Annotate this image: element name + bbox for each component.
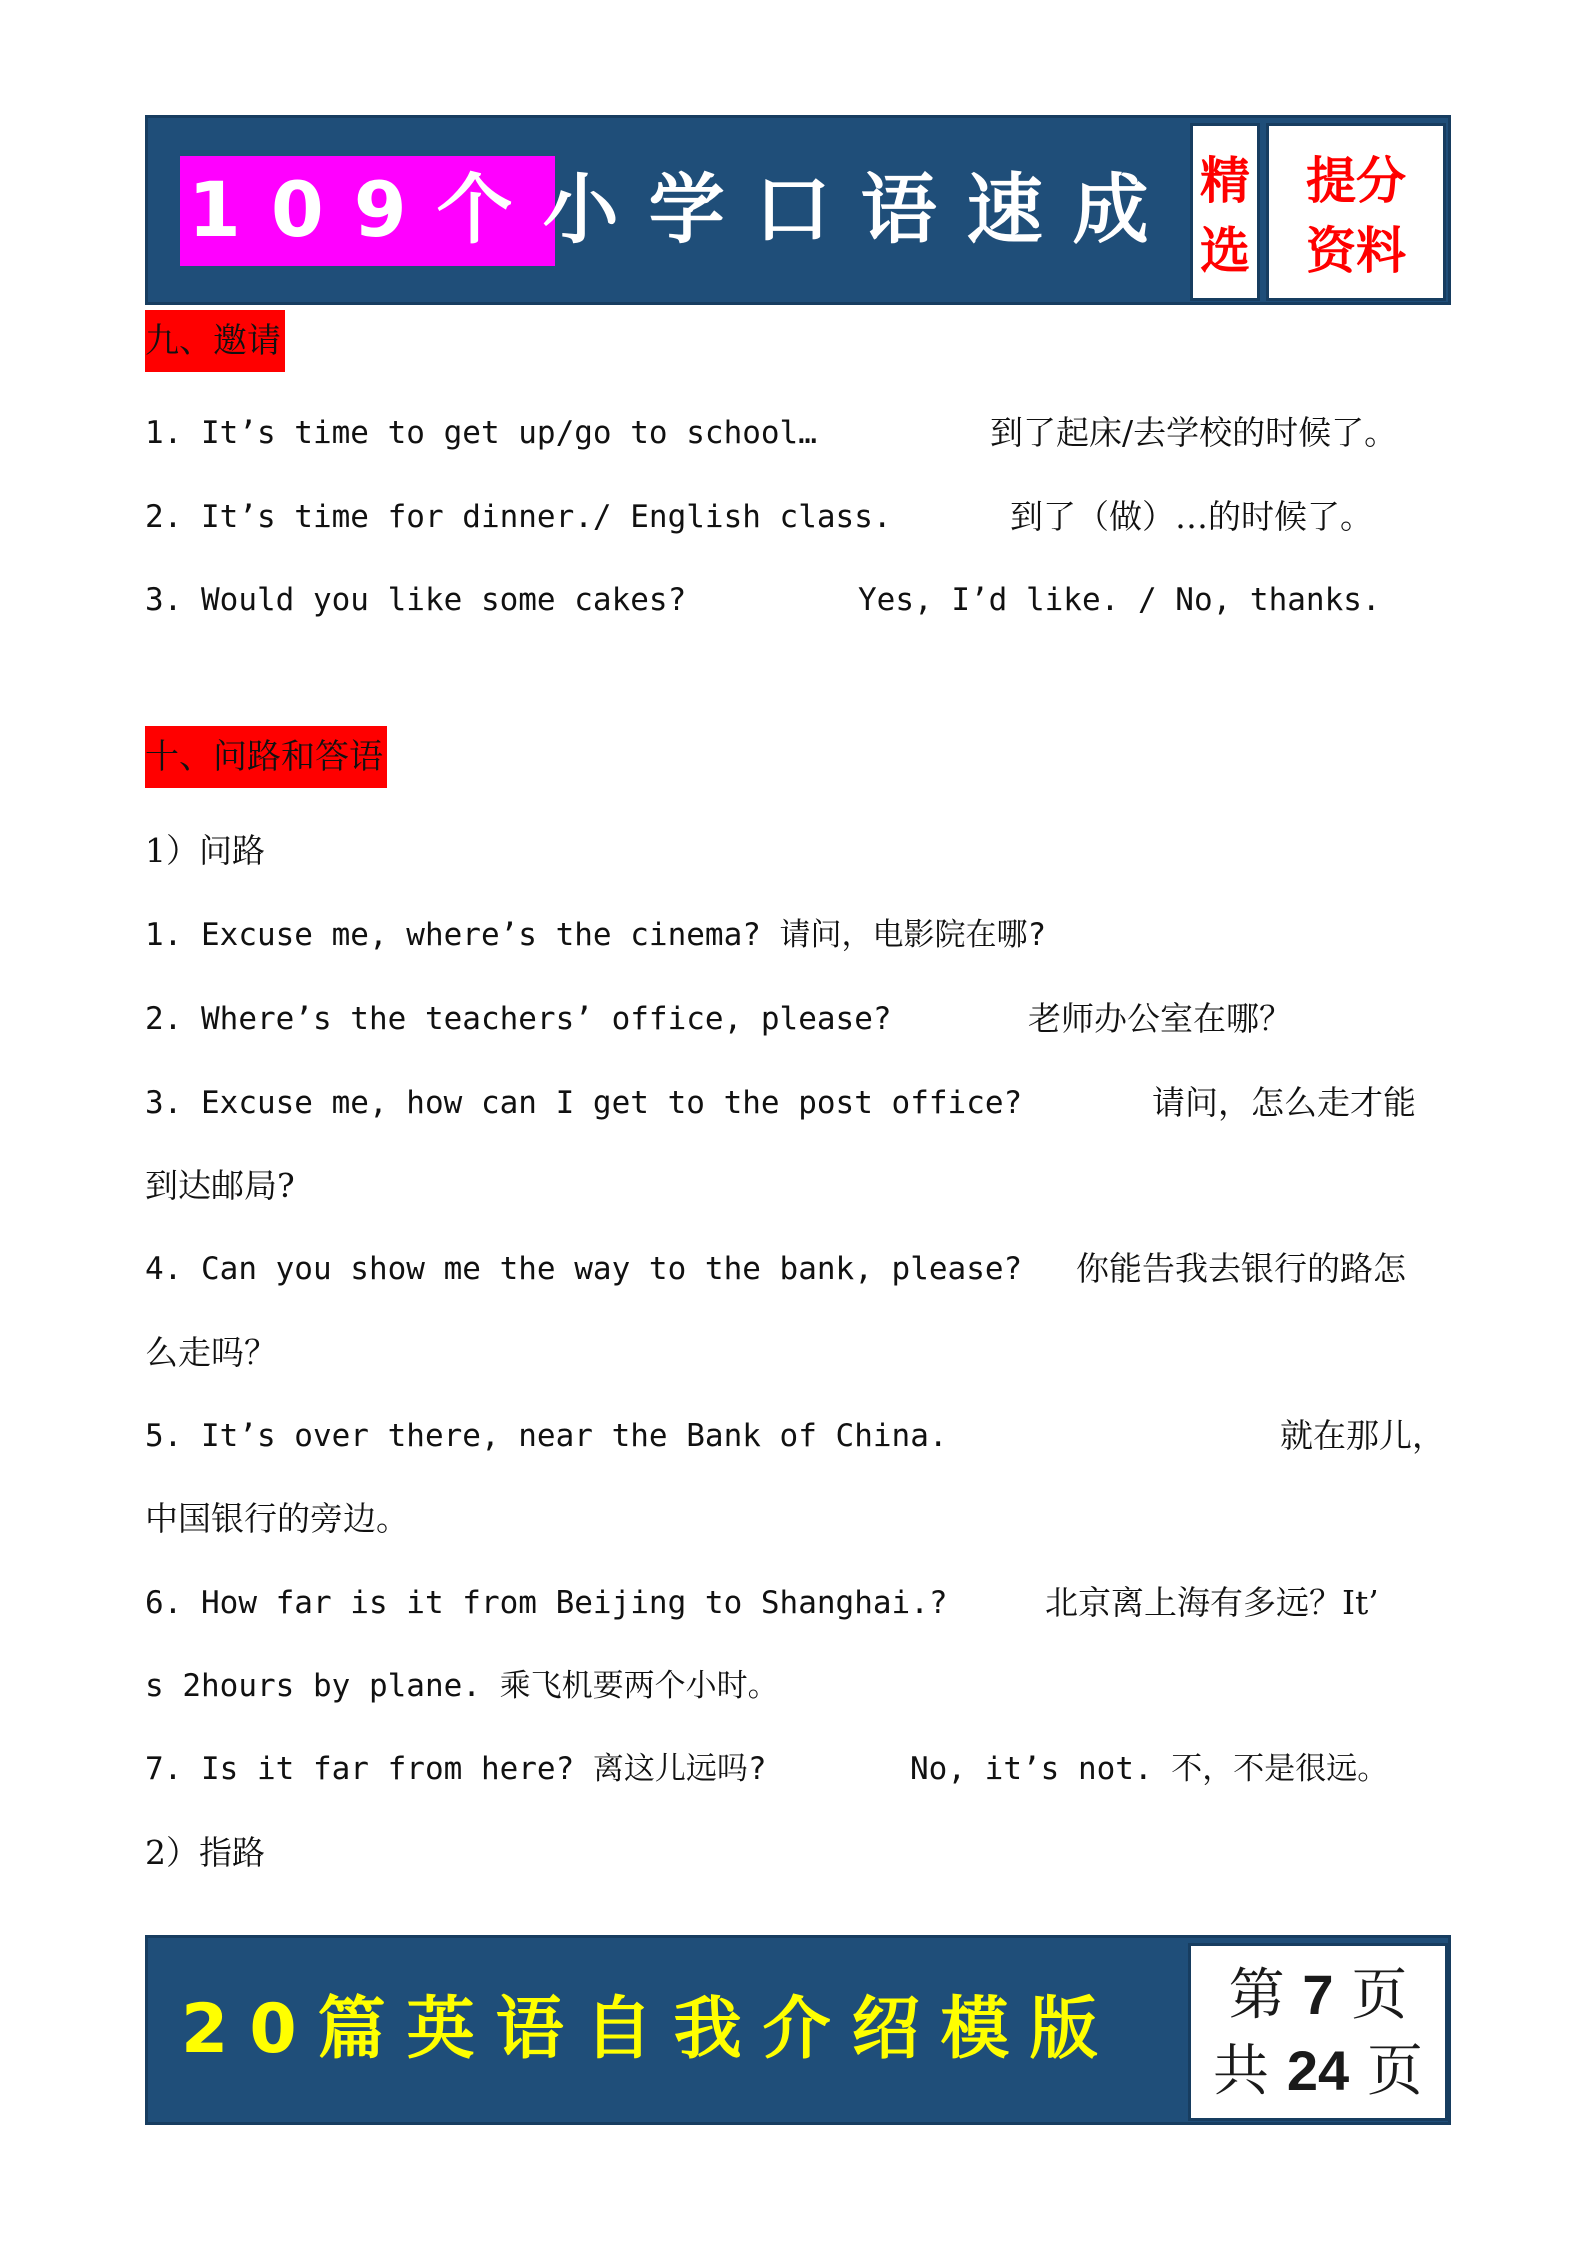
direction-line-6-zh: 北京离上海有多远？It’ (1045, 1583, 1379, 1622)
invite-line-1-zh: 到了起床/去学校的时候了。 (990, 413, 1398, 452)
page-total-line (1191, 2036, 1445, 2107)
direction-line-5-zh: 就在那儿， (1280, 1416, 1445, 1455)
footer-banner (145, 1935, 1451, 2125)
page-current: 7 (1302, 1963, 1334, 2026)
direction-line-3-zh: 请问，怎么走才能 (1152, 1083, 1416, 1122)
header-banner (145, 115, 1451, 305)
score-material-badge (1266, 123, 1446, 301)
subheading-asking: 1）问路 (145, 831, 265, 870)
direction-line-7-reply: No, it’s not. 不，不是很远。 (910, 1751, 1389, 1787)
featured-badge-line2: 选 (1200, 222, 1250, 280)
section-heading-invite: 九、邀请 (145, 310, 285, 372)
invite-line-1-en: 1. It’s time to get up/go to school… (145, 415, 817, 451)
direction-line-5-cont: 中国银行的旁边。 (145, 1499, 409, 1538)
direction-line-4-cont: 么走吗？ (145, 1333, 277, 1372)
direction-line-3-en: 3. Excuse me, how can I get to the post office? (145, 1085, 1023, 1121)
page-total: 24 (1286, 2039, 1350, 2102)
page-suffix-1: 页 (1351, 1963, 1408, 2028)
direction-line-3-cont: 到达邮局? (145, 1166, 295, 1205)
direction-line-2-en: 2. Where’s the teachers’ office, please? (145, 1001, 892, 1037)
score-material-line1: 提分 (1306, 152, 1406, 210)
page-prefix-1: 第 (1228, 1963, 1285, 2028)
page-prefix-2: 共 (1213, 2039, 1270, 2104)
featured-badge-line1: 精 (1200, 152, 1250, 210)
direction-line-6-cont: s 2hours by plane. 乘飞机要两个小时。 (145, 1668, 779, 1704)
section-heading-directions: 十、问路和答语 (145, 726, 387, 788)
direction-line-1: 1. Excuse me, where’s the cinema? 请问，电影院在哪? (145, 917, 1047, 953)
invite-line-2-en: 2. It’s time for dinner./ English class. (145, 499, 892, 535)
subheading-pointing: 2）指路 (145, 1833, 265, 1872)
direction-line-4-zh: 你能告我去银行的路怎 (1076, 1249, 1406, 1288)
page-current-line (1191, 1960, 1445, 2031)
page-counter (1188, 1943, 1448, 2121)
direction-line-7-en: 7. Is it far from here? 离这儿远吗? (145, 1751, 767, 1787)
footer-title: 20篇英语自我介绍模版 (181, 1990, 1119, 2069)
direction-line-4-en: 4. Can you show me the way to the bank, please? (145, 1251, 1023, 1287)
direction-line-2-zh: 老师办公室在哪？ (1028, 999, 1292, 1038)
direction-line-6-en: 6. How far is it from Beijing to Shanghai.? (145, 1585, 948, 1621)
score-material-line2: 资料 (1306, 222, 1406, 280)
header-title: 109个小学口语速成 (188, 165, 1179, 254)
direction-line-5-en: 5. It’s over there, near the Bank of China. (145, 1418, 948, 1454)
page-suffix-2: 页 (1366, 2039, 1423, 2104)
featured-badge (1190, 123, 1260, 301)
invite-line-2-zh: 到了（做）…的时候了。 (1010, 497, 1373, 536)
invite-line-3-en: 3. Would you like some cakes? (145, 582, 687, 618)
invite-line-3-reply: Yes, I’d like. / No, thanks. (858, 582, 1381, 618)
